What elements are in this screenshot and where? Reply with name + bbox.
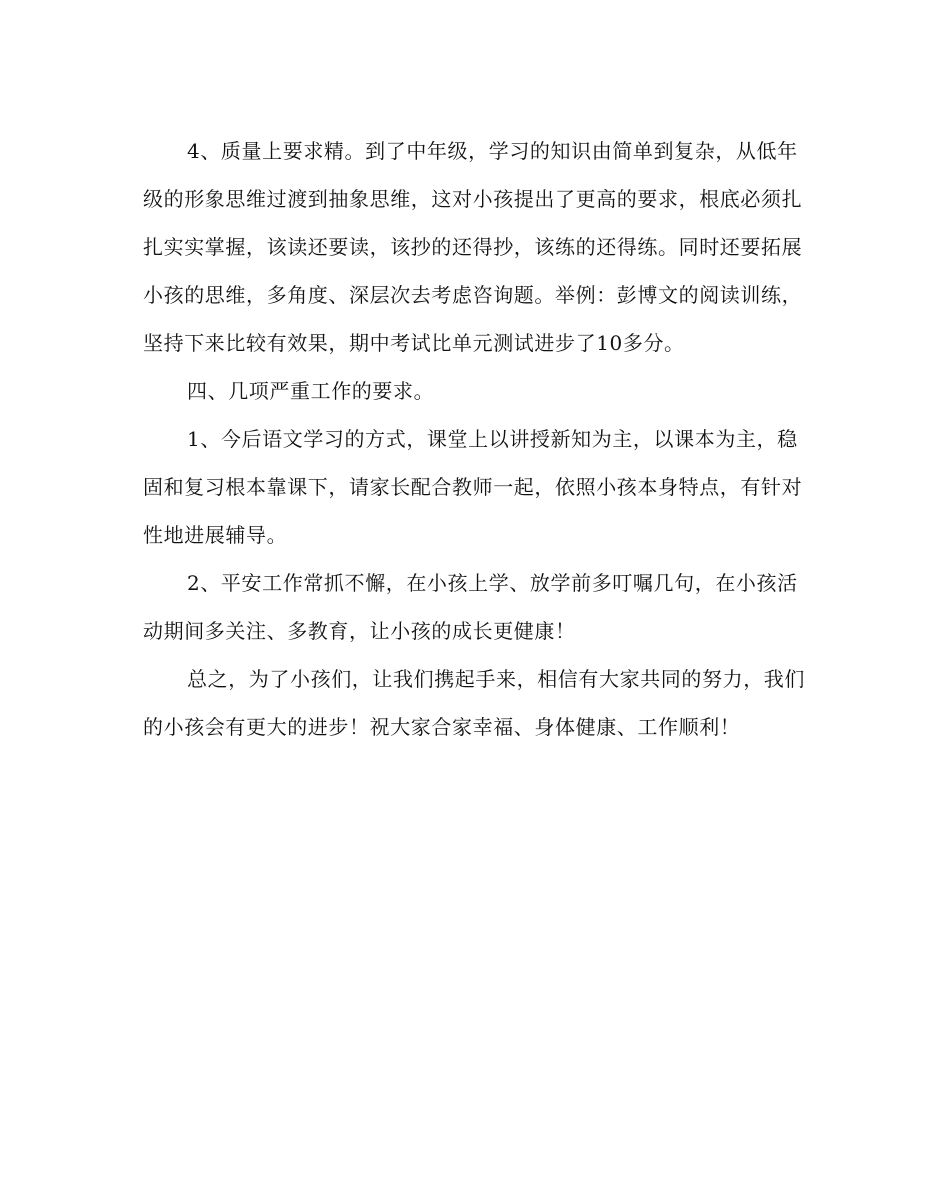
paragraph-safety-work: 2、平安工作常抓不懈，在小孩上学、放学前多叮嘱几句，在小孩活动期间多关注、多教育，让小孩的成长更健康！ [143, 571, 798, 643]
paragraph-conclusion: 总之，为了小孩们，让我们携起手来，相信有大家共同的努力，我们的小孩会有更大的进步！祝大家合家幸福、身体健康、工作顺利！ [143, 667, 805, 739]
paragraph-learning-method: 1、今后语文学习的方式，课堂上以讲授新知为主，以课本为主，稳固和复习根本靠课下，请家长配合教师一起，依照小孩本身特点，有针对性地进展辅导。 [143, 427, 803, 547]
document-body [143, 127, 809, 751]
section-heading-requirements: 四、几项严重工作的要求。 [187, 379, 435, 403]
paragraph-quality-requirement: 4、质量上要求精。到了中年级，学习的知识由简单到复杂，从低年级的形象思维过渡到抽象思维，这对小孩提出了更高的要求，根底必须扎扎实实掌握，该读还要读，该抄的还得抄，该练的还得练。同时还要拓展小孩的思维，多角度、深层次去考虑咨询题。举例：彭博文的阅读训练，坚持下来比较有效果，期中考试比单元测试进步了10多分。 [143, 139, 803, 355]
